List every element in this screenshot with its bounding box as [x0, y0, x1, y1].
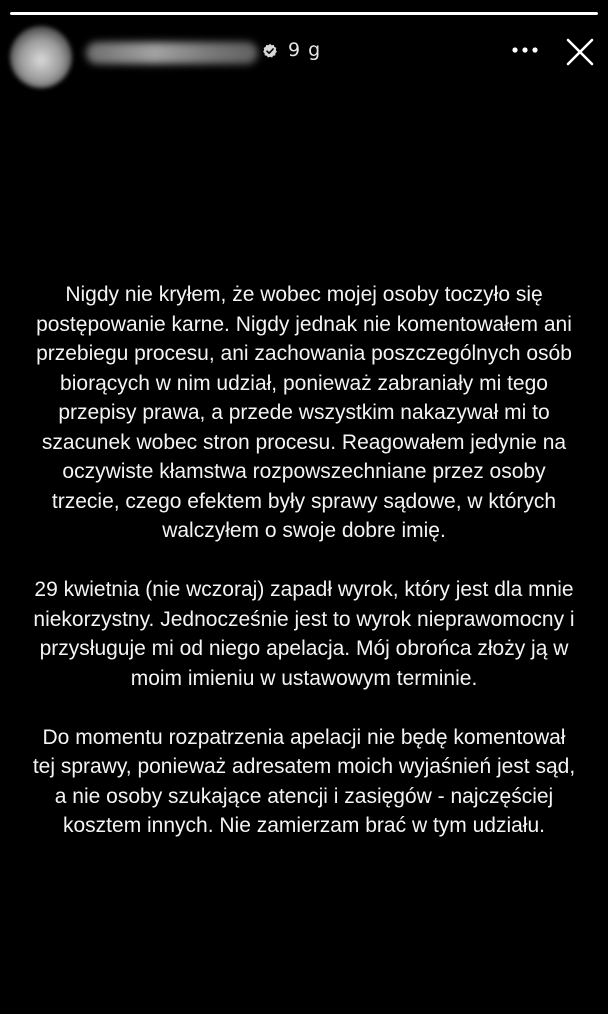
story-text-block	[30, 280, 578, 870]
story-header	[0, 22, 608, 84]
verified-badge-icon	[262, 43, 278, 59]
username-blurred[interactable]	[86, 42, 258, 64]
story-timestamp: 9 g	[288, 39, 322, 61]
avatar[interactable]	[10, 26, 72, 88]
story-progress-fill	[10, 12, 598, 15]
close-icon[interactable]	[562, 34, 598, 70]
story-paragraph-1: Nigdy nie kryłem, że wobec mojej osoby toczyło się postępowanie karne. Nigdy jednak nie komentowałem ani przebiegu procesu, ani zachowania poszczególnych osób biorących w nim udział, ponieważ zabraniały mi tego przepisy prawa, a przede wszystkim nakazywał mi to szacunek wobec stron procesu. Reagowałem jedynie na oczywiste kłamstwa rozpowszechniane przez osoby trzecie, czego efektem były sprawy sądowe, w których walczyłem o swoje dobre imię.	[36, 283, 572, 542]
story-paragraph-2: 29 kwietnia (nie wczoraj) zapadł wyrok, który jest dla mnie niekorzystny. Jednocześnie jest to wyrok nieprawomocny i przysługuje mi od niego apelacja. Mój obrońca złoży ją w moim imieniu w ustawowym terminie.	[33, 578, 575, 690]
more-horizontal-icon[interactable]	[508, 38, 542, 62]
story-paragraph-3: Do momentu rozpatrzenia apelacji nie będę komentował tej sprawy, ponieważ adresatem moich wyjaśnień jest sąd, a nie osoby szukające atencji i zasięgów - najczęściej kosztem innych. Nie zamierzam brać w tym udziału.	[32, 725, 576, 837]
story-progress-bar	[10, 12, 598, 15]
